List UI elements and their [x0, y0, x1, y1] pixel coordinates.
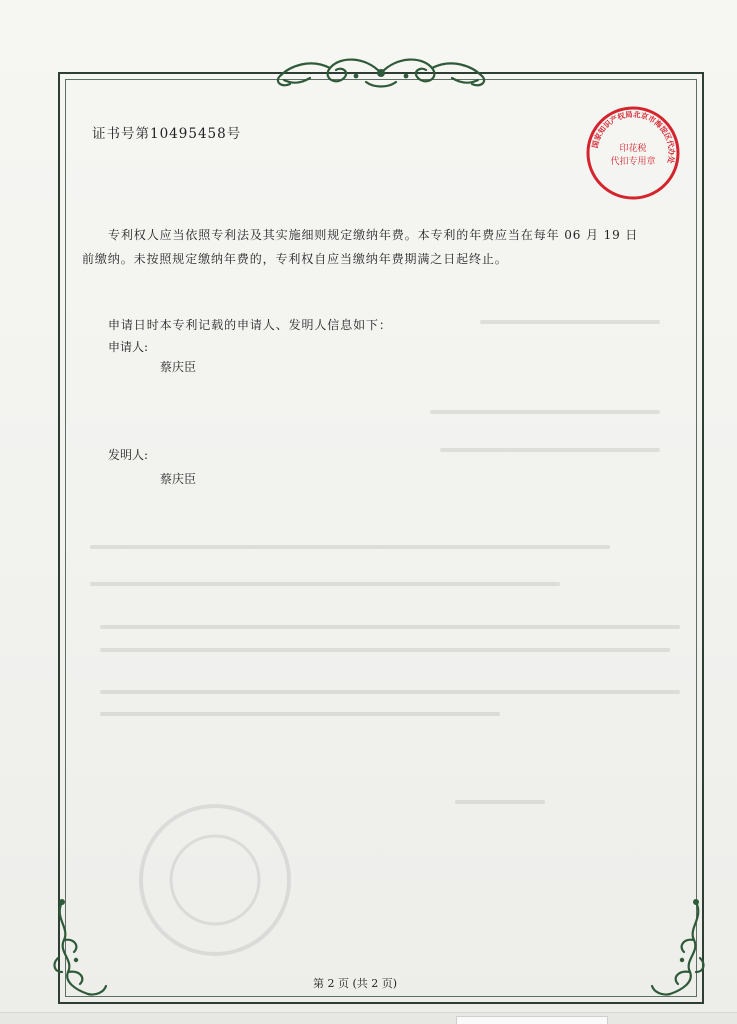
corner-ornament-right — [650, 898, 710, 998]
corner-ornament-left — [48, 898, 108, 998]
seal-outer-text: 国家知识产权局北京市海淀区代办处 — [590, 109, 677, 165]
inventor-label: 发明人: — [108, 448, 149, 462]
applicant-label: 申请人: — [108, 340, 149, 354]
applicant-name: 蔡庆臣 — [160, 360, 197, 374]
viewer-toolbar-strip — [0, 1012, 737, 1024]
inventor-name: 蔡庆臣 — [160, 472, 197, 486]
tax-stamp-seal — [585, 105, 681, 201]
seal-center-text-1: 印花税 — [619, 144, 647, 154]
holders-intro: 申请日时本专利记载的申请人、发明人信息如下： — [108, 318, 392, 332]
certificate-border-inner — [65, 79, 697, 997]
fee-notice-line-1: 专利权人应当依照专利法及其实施细则规定缴纳年费。本专利的年费应当在每年 06 月 19 日 — [108, 228, 639, 242]
certificate-number: 证书号第10495458号 — [92, 126, 242, 142]
seal-center-text-2: 代扣专用章 — [610, 157, 656, 167]
fee-notice-line-2: 前缴纳。未按照规定缴纳年费的，专利权自应当缴纳年费期满之日起终止。 — [82, 252, 508, 266]
top-ornament — [270, 54, 492, 92]
viewer-input-box[interactable] — [456, 1016, 608, 1024]
page-number: 第 2 页 (共 2 页) — [313, 977, 398, 990]
